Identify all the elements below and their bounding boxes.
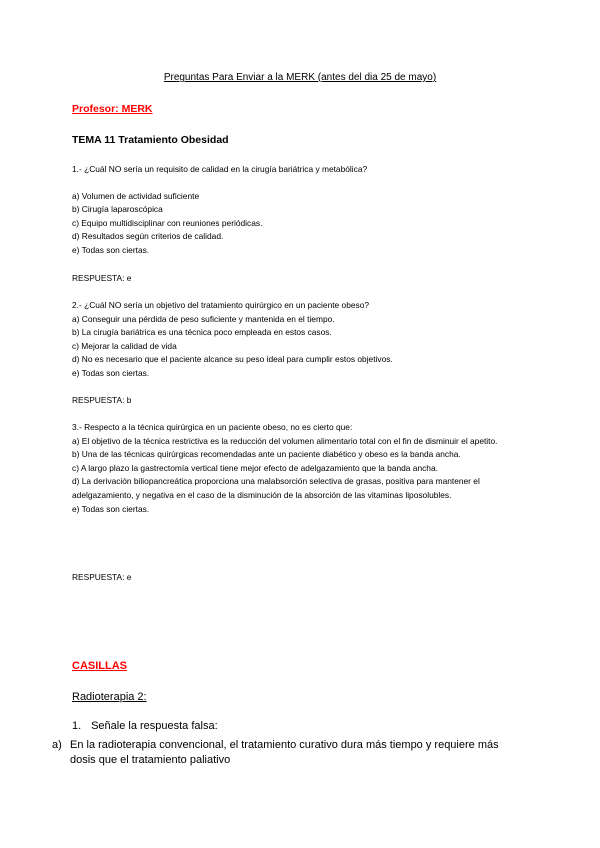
answer-1: RESPUESTA: e — [72, 273, 132, 283]
question-2 — [72, 299, 527, 381]
option-c: c) Equipo multidisciplinar con reuniones periódicas. — [72, 217, 263, 228]
question-text: 1.- ¿Cuál NO sería un requisito de calidad en la cirugía bariátrica y metabólica? — [72, 164, 368, 174]
question-text: Señale la respuesta falsa: — [91, 720, 218, 732]
question-1 — [72, 163, 527, 258]
answer-3: RESPUESTA: e — [72, 572, 132, 582]
answer-2: RESPUESTA: b — [72, 395, 132, 405]
option-e: e) Todas son ciertas. — [72, 503, 150, 514]
option-b: b) Una de las técnicas quirúrgicas recomendadas ante un paciente diabético y obeso es la banda ancha. — [72, 449, 461, 460]
document-title: Preguntas Para Enviar a la MERK (antes del dia 25 de mayo) — [163, 72, 437, 83]
option-b: b) Cirugía laparoscópica — [72, 204, 163, 215]
question-3 — [72, 421, 527, 516]
option-a: a) El objetivo de la técnica restrictiva es la reducción del volumen alimentario total con el fin de disminuir el apetito. — [72, 435, 498, 446]
question-text: 3.- Respecto a la técnica quirúrgica en un paciente obeso, no es cierto que: — [72, 422, 353, 432]
radio-question-1 — [72, 720, 218, 732]
section-heading: TEMA 11 Tratamiento Obesidad — [72, 134, 229, 146]
option-text: En la radioterapia convencional, el tratamiento curativo dura más tiempo y requiere más dosis que el tratamiento paliativo — [70, 739, 499, 766]
radio-option-a — [52, 738, 522, 768]
option-a: a) Volumen de actividad suficiente — [72, 190, 200, 201]
option-a: a) Conseguir una pérdida de peso suficiente y mantenida en el tiempo. — [72, 313, 335, 324]
casillas-heading: CASILLAS — [72, 660, 127, 672]
option-d: d) Resultados según criterios de calidad. — [72, 231, 224, 242]
question-text: 2.- ¿Cuál NO sería un objetivo del tratamiento quirúrgico en un paciente obeso? — [72, 300, 370, 310]
question-number: 1. — [72, 720, 82, 732]
option-d: d) No es necesario que el paciente alcance su peso ideal para cumplir estos objetivos. — [72, 354, 393, 365]
option-b: b) La cirugía bariátrica es una técnica poco empleada en estos casos. — [72, 327, 332, 338]
option-e: e) Todas son ciertas. — [72, 244, 150, 255]
option-d: d) La derivación biliopancreática proporciona una malabsorción selectiva de grasas, positiva para mantener el adelgazamiento, y negativa en el caso de la disminución de la absorción de las vitaminas liposolubles. — [72, 476, 480, 500]
option-c: c) Mejorar la calidad de vida — [72, 340, 177, 351]
professor-label: Profesor: MERK — [72, 103, 153, 115]
option-letter: a) — [52, 739, 62, 751]
option-c: c) A largo plazo la gastrectomía vertical tiene mejor efecto de adelgazamiento que la banda ancha. — [72, 462, 438, 473]
radioterapia-heading: Radioterapia 2: — [72, 691, 147, 703]
option-e: e) Todas son ciertas. — [72, 367, 150, 378]
